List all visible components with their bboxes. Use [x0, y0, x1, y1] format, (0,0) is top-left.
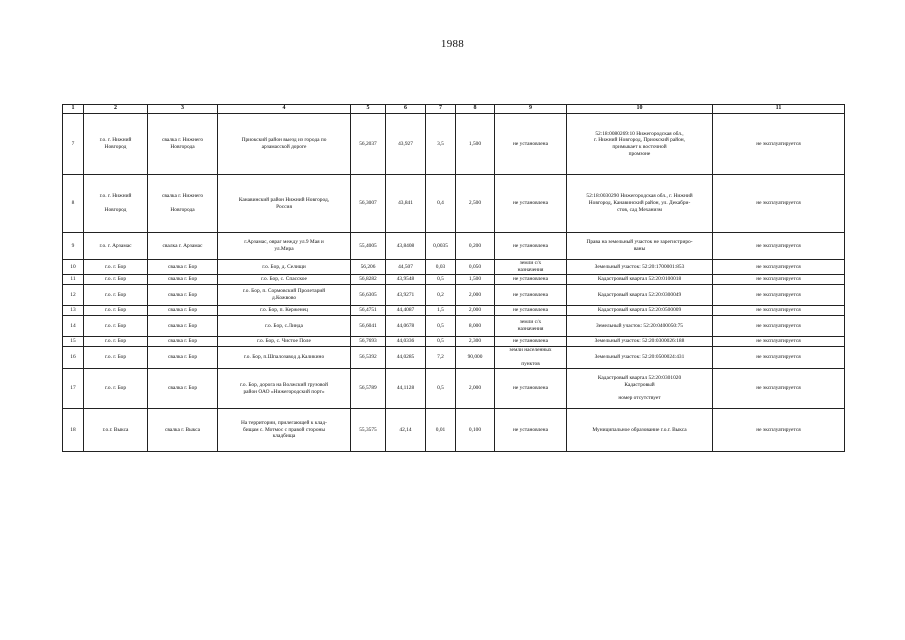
cell-volume: 8,000: [456, 316, 495, 337]
cell-status: не эксплуатируется: [713, 114, 845, 175]
cell-status: не эксплуатируется: [713, 316, 845, 337]
table-row: [63, 275, 845, 285]
cell-area: 0,2: [426, 285, 456, 306]
cell-row-number: 17: [63, 369, 84, 409]
cell-volume: 2,000: [456, 285, 495, 306]
column-header-11: 11: [713, 105, 845, 114]
cell-area: 0,5: [426, 275, 456, 285]
cell-longitude: 43,9548: [386, 275, 426, 285]
column-header-1: 1: [63, 105, 84, 114]
cell-land-category: не установлена: [495, 233, 567, 260]
table-row: [63, 114, 845, 175]
cell-volume: 0,050: [456, 260, 495, 275]
cell-object-name: свалка г. Бор: [148, 347, 218, 369]
cell-area: 0,5: [426, 369, 456, 409]
cell-land-category: земли с/х назначения: [495, 260, 567, 275]
cell-location: г.о. Бор, дорога на Волжский грузовой район ОАО «Нижегородский порт»: [218, 369, 351, 409]
cell-latitude: 56,7693: [351, 337, 386, 347]
cell-land-category: не установлена: [495, 275, 567, 285]
table-body: [63, 114, 845, 452]
cell-row-number: 18: [63, 409, 84, 452]
cell-land-category: не установлена: [495, 175, 567, 233]
cell-location: г.Арзамас, овраг между ул.9 Мая и ул.Мира: [218, 233, 351, 260]
cell-longitude: 44,4087: [386, 306, 426, 316]
cell-object-name: свалка г. Бор: [148, 260, 218, 275]
cell-object-name: свалка г. Бор: [148, 337, 218, 347]
cell-volume: 1,500: [456, 275, 495, 285]
table-row: [63, 316, 845, 337]
cell-land-category: земли с/х назначения: [495, 316, 567, 337]
cell-location: г.о. Бор, п. Сормовский Пролетарий д.Кожвово: [218, 285, 351, 306]
cell-cadastral-info: Кадастровый квартал 52:20:0301020 Кадастровый номер отсутствует: [567, 369, 713, 409]
cell-latitude: 56,3007: [351, 175, 386, 233]
cell-volume: 0,200: [456, 233, 495, 260]
cell-cadastral-info: 52:18:0080269:10 Нижегородская обл., г. Нижний Новгород, Приокский район, примыкает к восточной промзоне: [567, 114, 713, 175]
cell-status: не эксплуатируется: [713, 306, 845, 316]
cell-status: не эксплуатируется: [713, 175, 845, 233]
cell-cadastral-info: Земельный участок: 52:20:0500024:431: [567, 347, 713, 369]
table-row: [63, 337, 845, 347]
cell-area: 7,2: [426, 347, 456, 369]
cell-longitude: 42,14: [386, 409, 426, 452]
cell-longitude: 44,0678: [386, 316, 426, 337]
cell-land-category: не установлена: [495, 306, 567, 316]
cell-object-name: свалка г. Бор: [148, 306, 218, 316]
cell-municipality: г.о. г. Бор: [84, 369, 148, 409]
cell-status: не эксплуатируется: [713, 275, 845, 285]
cell-latitude: 56,2037: [351, 114, 386, 175]
column-header-7: 7: [426, 105, 456, 114]
cell-location: Канавинский район Нижний Новгород, Россия: [218, 175, 351, 233]
column-header-6: 6: [386, 105, 426, 114]
cell-row-number: 15: [63, 337, 84, 347]
cell-municipality: г.о. г. Бор: [84, 337, 148, 347]
cell-row-number: 9: [63, 233, 84, 260]
cell-area: 0,0035: [426, 233, 456, 260]
cell-volume: 2,000: [456, 369, 495, 409]
cell-status: не эксплуатируется: [713, 285, 845, 306]
cell-status: не эксплуатируется: [713, 369, 845, 409]
table-row: [63, 175, 845, 233]
cell-status: не эксплуатируется: [713, 347, 845, 369]
table-row: [63, 285, 845, 306]
cell-location: г.о. Бор, с. Чистое Поле: [218, 337, 351, 347]
cell-object-name: свалка г. Нижнего Новгорода: [148, 114, 218, 175]
table-row: [63, 306, 845, 316]
cell-location: г.о. Бор, п. Керженец: [218, 306, 351, 316]
table-row: [63, 260, 845, 275]
cell-municipality: г.о. г. Бор: [84, 316, 148, 337]
cell-object-name: свалка г. Бор: [148, 369, 218, 409]
cell-latitude: 56,4751: [351, 306, 386, 316]
cell-latitude: 56,8282: [351, 275, 386, 285]
cell-row-number: 11: [63, 275, 84, 285]
cell-area: 1,5: [426, 306, 456, 316]
column-header-8: 8: [456, 105, 495, 114]
cell-cadastral-info: Муниципальное образование г.о.г. Выкса: [567, 409, 713, 452]
cell-cadastral-info: Кадастровый квартал 52:20:0300049: [567, 285, 713, 306]
cell-longitude: 44,507: [386, 260, 426, 275]
cell-row-number: 13: [63, 306, 84, 316]
cell-volume: 1,500: [456, 114, 495, 175]
cell-municipality: г.о. г. Нижний Новгород: [84, 175, 148, 233]
cell-object-name: свалка г. Бор: [148, 275, 218, 285]
cell-area: 0,01: [426, 409, 456, 452]
cell-status: не эксплуатируется: [713, 409, 845, 452]
cell-row-number: 7: [63, 114, 84, 175]
cell-latitude: 56,6305: [351, 285, 386, 306]
cell-longitude: 43,8408: [386, 233, 426, 260]
cell-location: г.о. Бор, д. Селищи: [218, 260, 351, 275]
cell-object-name: свалка г. Нижнего Новгорода: [148, 175, 218, 233]
cell-volume: 2,500: [456, 175, 495, 233]
cell-location: Приокский район выезд из города по арзамасской дороге: [218, 114, 351, 175]
column-header-9: 9: [495, 105, 567, 114]
cell-location: г.о. Бор, с.Линда: [218, 316, 351, 337]
cell-longitude: 44,1128: [386, 369, 426, 409]
cell-land-category: не установлена: [495, 114, 567, 175]
cell-latitude: 56,5789: [351, 369, 386, 409]
cell-area: 0,5: [426, 316, 456, 337]
cell-land-category: земли населенных пунктов: [495, 347, 567, 369]
cell-latitude: 56,6041: [351, 316, 386, 337]
cell-municipality: г.о.г. Выкса: [84, 409, 148, 452]
cell-latitude: 55,3575: [351, 409, 386, 452]
cell-row-number: 10: [63, 260, 84, 275]
cell-municipality: г.о. г. Бор: [84, 285, 148, 306]
cell-municipality: г.о. г. Бор: [84, 260, 148, 275]
column-header-5: 5: [351, 105, 386, 114]
cell-cadastral-info: 52:18:0030290 Нижегородская обл., г. Нижний Новгород, Канавинский район, ул. Декабри- стов, сад Механизм: [567, 175, 713, 233]
landfill-register-table: [62, 104, 845, 452]
cell-longitude: 44,0285: [386, 347, 426, 369]
cell-cadastral-info: Земельный участок: 52:20:0300026:188: [567, 337, 713, 347]
column-header-10: 10: [567, 105, 713, 114]
cell-object-name: свалка г. Арзамас: [148, 233, 218, 260]
cell-area: 0,5: [426, 337, 456, 347]
table-row: [63, 409, 845, 452]
cell-location: г.о. Бор, п.Шпалозавод д.Каликино: [218, 347, 351, 369]
cell-row-number: 14: [63, 316, 84, 337]
cell-cadastral-info: Земельный участок: 52:20:1700001:853: [567, 260, 713, 275]
cell-municipality: г.о. г. Нижний Новгород: [84, 114, 148, 175]
cell-municipality: г.о. г. Бор: [84, 347, 148, 369]
cell-longitude: 43,927: [386, 114, 426, 175]
cell-object-name: свалка г. Бор: [148, 285, 218, 306]
cell-land-category: не установлена: [495, 337, 567, 347]
cell-land-category: не установлена: [495, 285, 567, 306]
column-header-3: 3: [148, 105, 218, 114]
cell-cadastral-info: Кадастровый квартал 52:20:0500009: [567, 306, 713, 316]
cell-row-number: 8: [63, 175, 84, 233]
cell-land-category: не установлена: [495, 409, 567, 452]
cell-area: 3,5: [426, 114, 456, 175]
cell-location: На территории, прилегающей к клад- бищам с. Мотмос с правой стороны кладбища: [218, 409, 351, 452]
cell-volume: 2,300: [456, 337, 495, 347]
page-number: 1988: [440, 38, 465, 50]
cell-status: не эксплуатируется: [713, 260, 845, 275]
cell-municipality: г.о. г. Бор: [84, 306, 148, 316]
column-header-4: 4: [218, 105, 351, 114]
table-row: [63, 369, 845, 409]
cell-object-name: свалка г. Выкса: [148, 409, 218, 452]
cell-longitude: 43,841: [386, 175, 426, 233]
table-row: [63, 347, 845, 369]
cell-row-number: 16: [63, 347, 84, 369]
cell-area: 0,4: [426, 175, 456, 233]
cell-longitude: 44,0336: [386, 337, 426, 347]
cell-volume: 0,100: [456, 409, 495, 452]
cell-land-category: не установлена: [495, 369, 567, 409]
cell-row-number: 12: [63, 285, 84, 306]
cell-latitude: 56,5392: [351, 347, 386, 369]
cell-latitude: 56,206: [351, 260, 386, 275]
cell-cadastral-info: Права на земельный участок не зарегистриро- ваны: [567, 233, 713, 260]
cell-status: не эксплуатируется: [713, 233, 845, 260]
cell-volume: 90,000: [456, 347, 495, 369]
cell-cadastral-info: Кадастровый квартал 52:20:0100018: [567, 275, 713, 285]
cell-location: г.о. Бор, с. Спасское: [218, 275, 351, 285]
table-row: [63, 233, 845, 260]
cell-area: 0,03: [426, 260, 456, 275]
cell-status: не эксплуатируется: [713, 337, 845, 347]
table-header-row: [63, 105, 845, 114]
cell-municipality: г.о. г. Бор: [84, 275, 148, 285]
cell-municipality: г.о. г. Арзамас: [84, 233, 148, 260]
cell-object-name: свалка г. Бор: [148, 316, 218, 337]
cell-latitude: 55,4005: [351, 233, 386, 260]
column-header-2: 2: [84, 105, 148, 114]
cell-cadastral-info: Земельный участок: 52:20:0400050:75: [567, 316, 713, 337]
cell-volume: 2,000: [456, 306, 495, 316]
cell-longitude: 43,9271: [386, 285, 426, 306]
